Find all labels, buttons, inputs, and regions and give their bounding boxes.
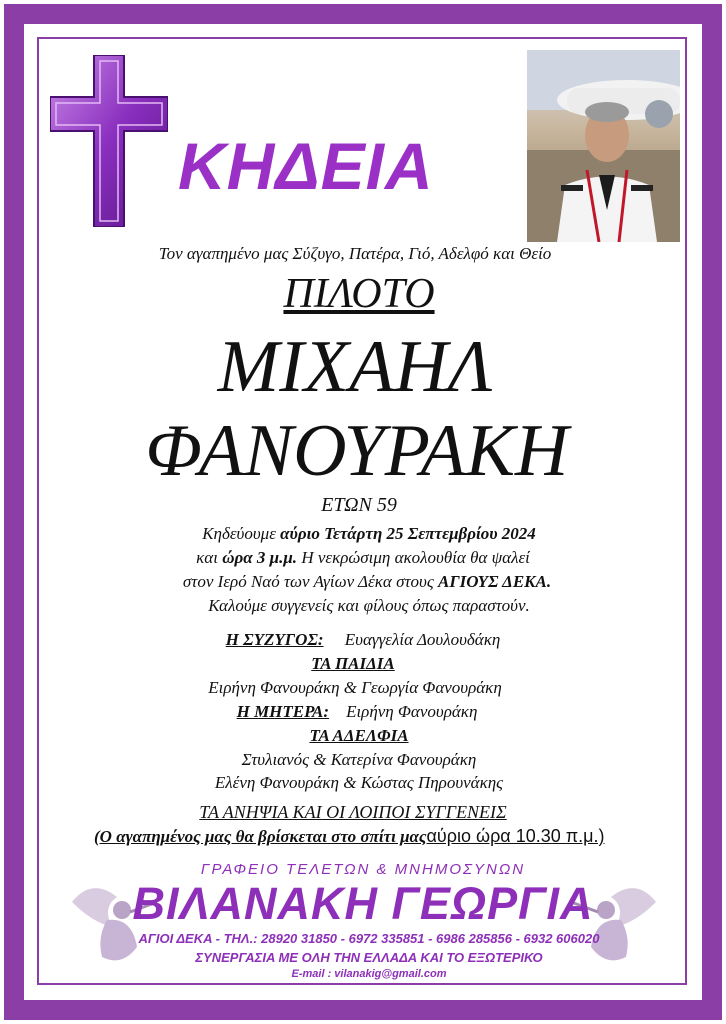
mother-name: Ειρήνη Φανουράκη — [346, 702, 478, 721]
home-note — [94, 826, 605, 847]
home-note-time: αύριο ώρα 10.30 π.μ.) — [426, 826, 605, 846]
mother-label: Η ΜΗΤΕΡΑ: — [236, 702, 330, 721]
wife-label: Η ΣΥΖΥΓΟΣ: — [225, 630, 324, 649]
siblings-line-2: Ελένη Φανουράκη & Κώστας Πηρουνάκης — [214, 773, 504, 792]
funeral-home-contact: ΑΓΙΟΙ ΔΕΚΑ - ΤΗΛ.: 28920 31850 - 6972 335851 - 6986 285856 - 6932 606020 — [138, 931, 600, 946]
children-label: ΤΑ ΠΑΙΔΙΑ — [311, 654, 395, 673]
children-names: Ειρήνη Φανουράκη & Γεωργία Φανουράκη — [208, 678, 502, 697]
ceremony-line-4: Καλούμε συγγενείς και φίλους όπως παραστούν. — [208, 596, 530, 615]
home-note-text: (Ο αγαπημένος μας θα βρίσκεται στο σπίτι μας — [94, 827, 427, 846]
wife-name: Ευαγγελία Δουλουδάκη — [344, 630, 501, 649]
funeral-home-name: ΒΙΛΑΝΑΚΗ ΓΕΩΡΓΙΑ — [132, 878, 594, 929]
notice-title: ΚΗΔΕΙΑ — [178, 129, 434, 203]
first-name: ΜΙΧΑΗΛ — [217, 326, 493, 408]
ceremony-time: ώρα 3 μ.μ. — [222, 548, 298, 567]
deceased-photo — [527, 50, 680, 242]
funeral-home-tagline: ΓΡΑΦΕΙΟ ΤΕΛΕΤΩΝ & ΜΝΗΜΟΣΥΝΩΝ — [200, 861, 526, 878]
ceremony-date: αύριο Τετάρτη 25 Σεπτεμβρίου 2024 — [280, 524, 536, 543]
intro-line: Τον αγαπημένο μας Σύζυγο, Πατέρα, Γιό, Αδελφό και Θείο — [158, 244, 552, 263]
ceremony-text: και — [196, 548, 223, 567]
ceremony-line-1 — [6, 524, 726, 544]
cross-icon — [50, 55, 168, 227]
siblings-line-1: Στυλιανός & Κατερίνα Φανουράκη — [241, 750, 477, 769]
last-name: ΦΑΝΟΥΡΑΚΗ — [145, 410, 569, 492]
siblings-label: ΤΑ ΑΔΕΛΦΙΑ — [309, 726, 409, 745]
relatives-line: ΤΑ ΑΝΗΨΙΑ ΚΑΙ ΟΙ ΛΟΙΠΟΙ ΣΥΓΓΕΝΕΙΣ — [199, 802, 507, 822]
ceremony-text: Η νεκρώσιμη ακολουθία θα ψαλεί — [297, 548, 530, 567]
wife-line — [0, 630, 726, 650]
profession: ΠΙΛΟΤΟ — [283, 271, 435, 317]
age: ΕΤΩΝ 59 — [321, 494, 397, 516]
ceremony-text: στον Ιερό Ναό των Αγίων Δέκα στους — [182, 572, 438, 591]
funeral-home-email: E-mail : vilanakig@gmail.com — [291, 968, 447, 980]
ceremony-line-2 — [0, 548, 726, 568]
mother-line — [0, 702, 720, 722]
ceremony-text: Κηδεύουμε — [202, 524, 281, 543]
funeral-home-cooperation: ΣΥΝΕΡΓΑΣΙΑ ΜΕ ΟΛΗ ΤΗΝ ΕΛΛΑΔΑ ΚΑΙ ΤΟ ΕΞΩΤΕΡΙΚΟ — [195, 950, 543, 965]
ceremony-location: ΑΓΙΟΥΣ ΔΕΚΑ. — [438, 572, 552, 591]
ceremony-line-3 — [4, 572, 726, 592]
